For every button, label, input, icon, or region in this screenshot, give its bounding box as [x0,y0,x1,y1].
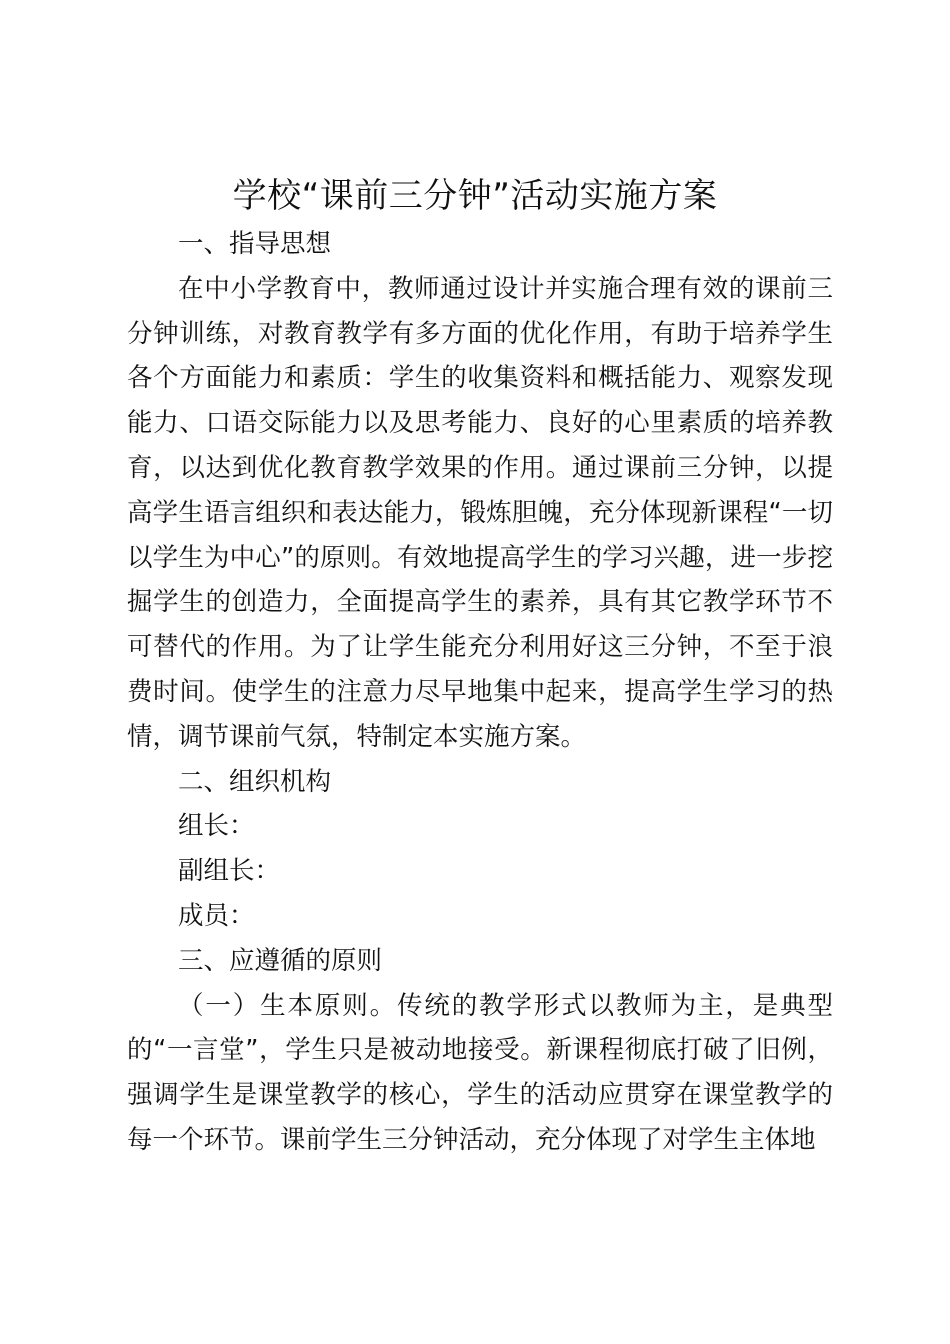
section-heading-organization: 二、组织机构 [178,766,332,797]
org-leader-line: 组长： [178,811,255,842]
org-deputy-line: 副组长： [178,856,281,887]
paragraph-principles: （一）生本原则。传统的教学形式以教师为主，是典型的“一言堂”，学生只是被动地接受。新课程彻底打破了旧例，强调学生是课堂教学的核心，学生的活动应贯穿在课堂教学的每一个环节。课前学生三分钟活动，充分体现了对学生主体地 [127,990,833,1155]
section-heading-principles: 三、应遵循的原则 [178,945,383,976]
paragraph-guiding: 在中小学教育中，教师通过设计并实施合理有效的课前三分钟训练，对教育教学有多方面的优化作用，有助于培养学生各个方面能力和素质：学生的收集资料和概括能力、观察发现能力、口语交际能力以及思考能力、良好的心里素质的培养教育，以达到优化教育教学效果的作用。通过课前三分钟，以提高学生语言组织和表达能力，锻炼胆魄，充分体现新课程“一切以学生为中心”的原则。有效地提高学生的学习兴趣，进一步挖掘学生的创造力，全面提高学生的素养，具有其它教学环节不可替代的作用。为了让学生能充分利用好这三分钟，不至于浪费时间。使学生的注意力尽早地集中起来，提高学生学习的热情，调节课前气氛，特制定本实施方案。 [127,273,833,752]
document-body [127,222,833,1163]
section-heading-guiding: 一、指导思想 [178,229,332,259]
document-title: 学校“课前三分钟”活动实施方案 [232,176,718,216]
org-members-line: 成员： [178,900,255,931]
